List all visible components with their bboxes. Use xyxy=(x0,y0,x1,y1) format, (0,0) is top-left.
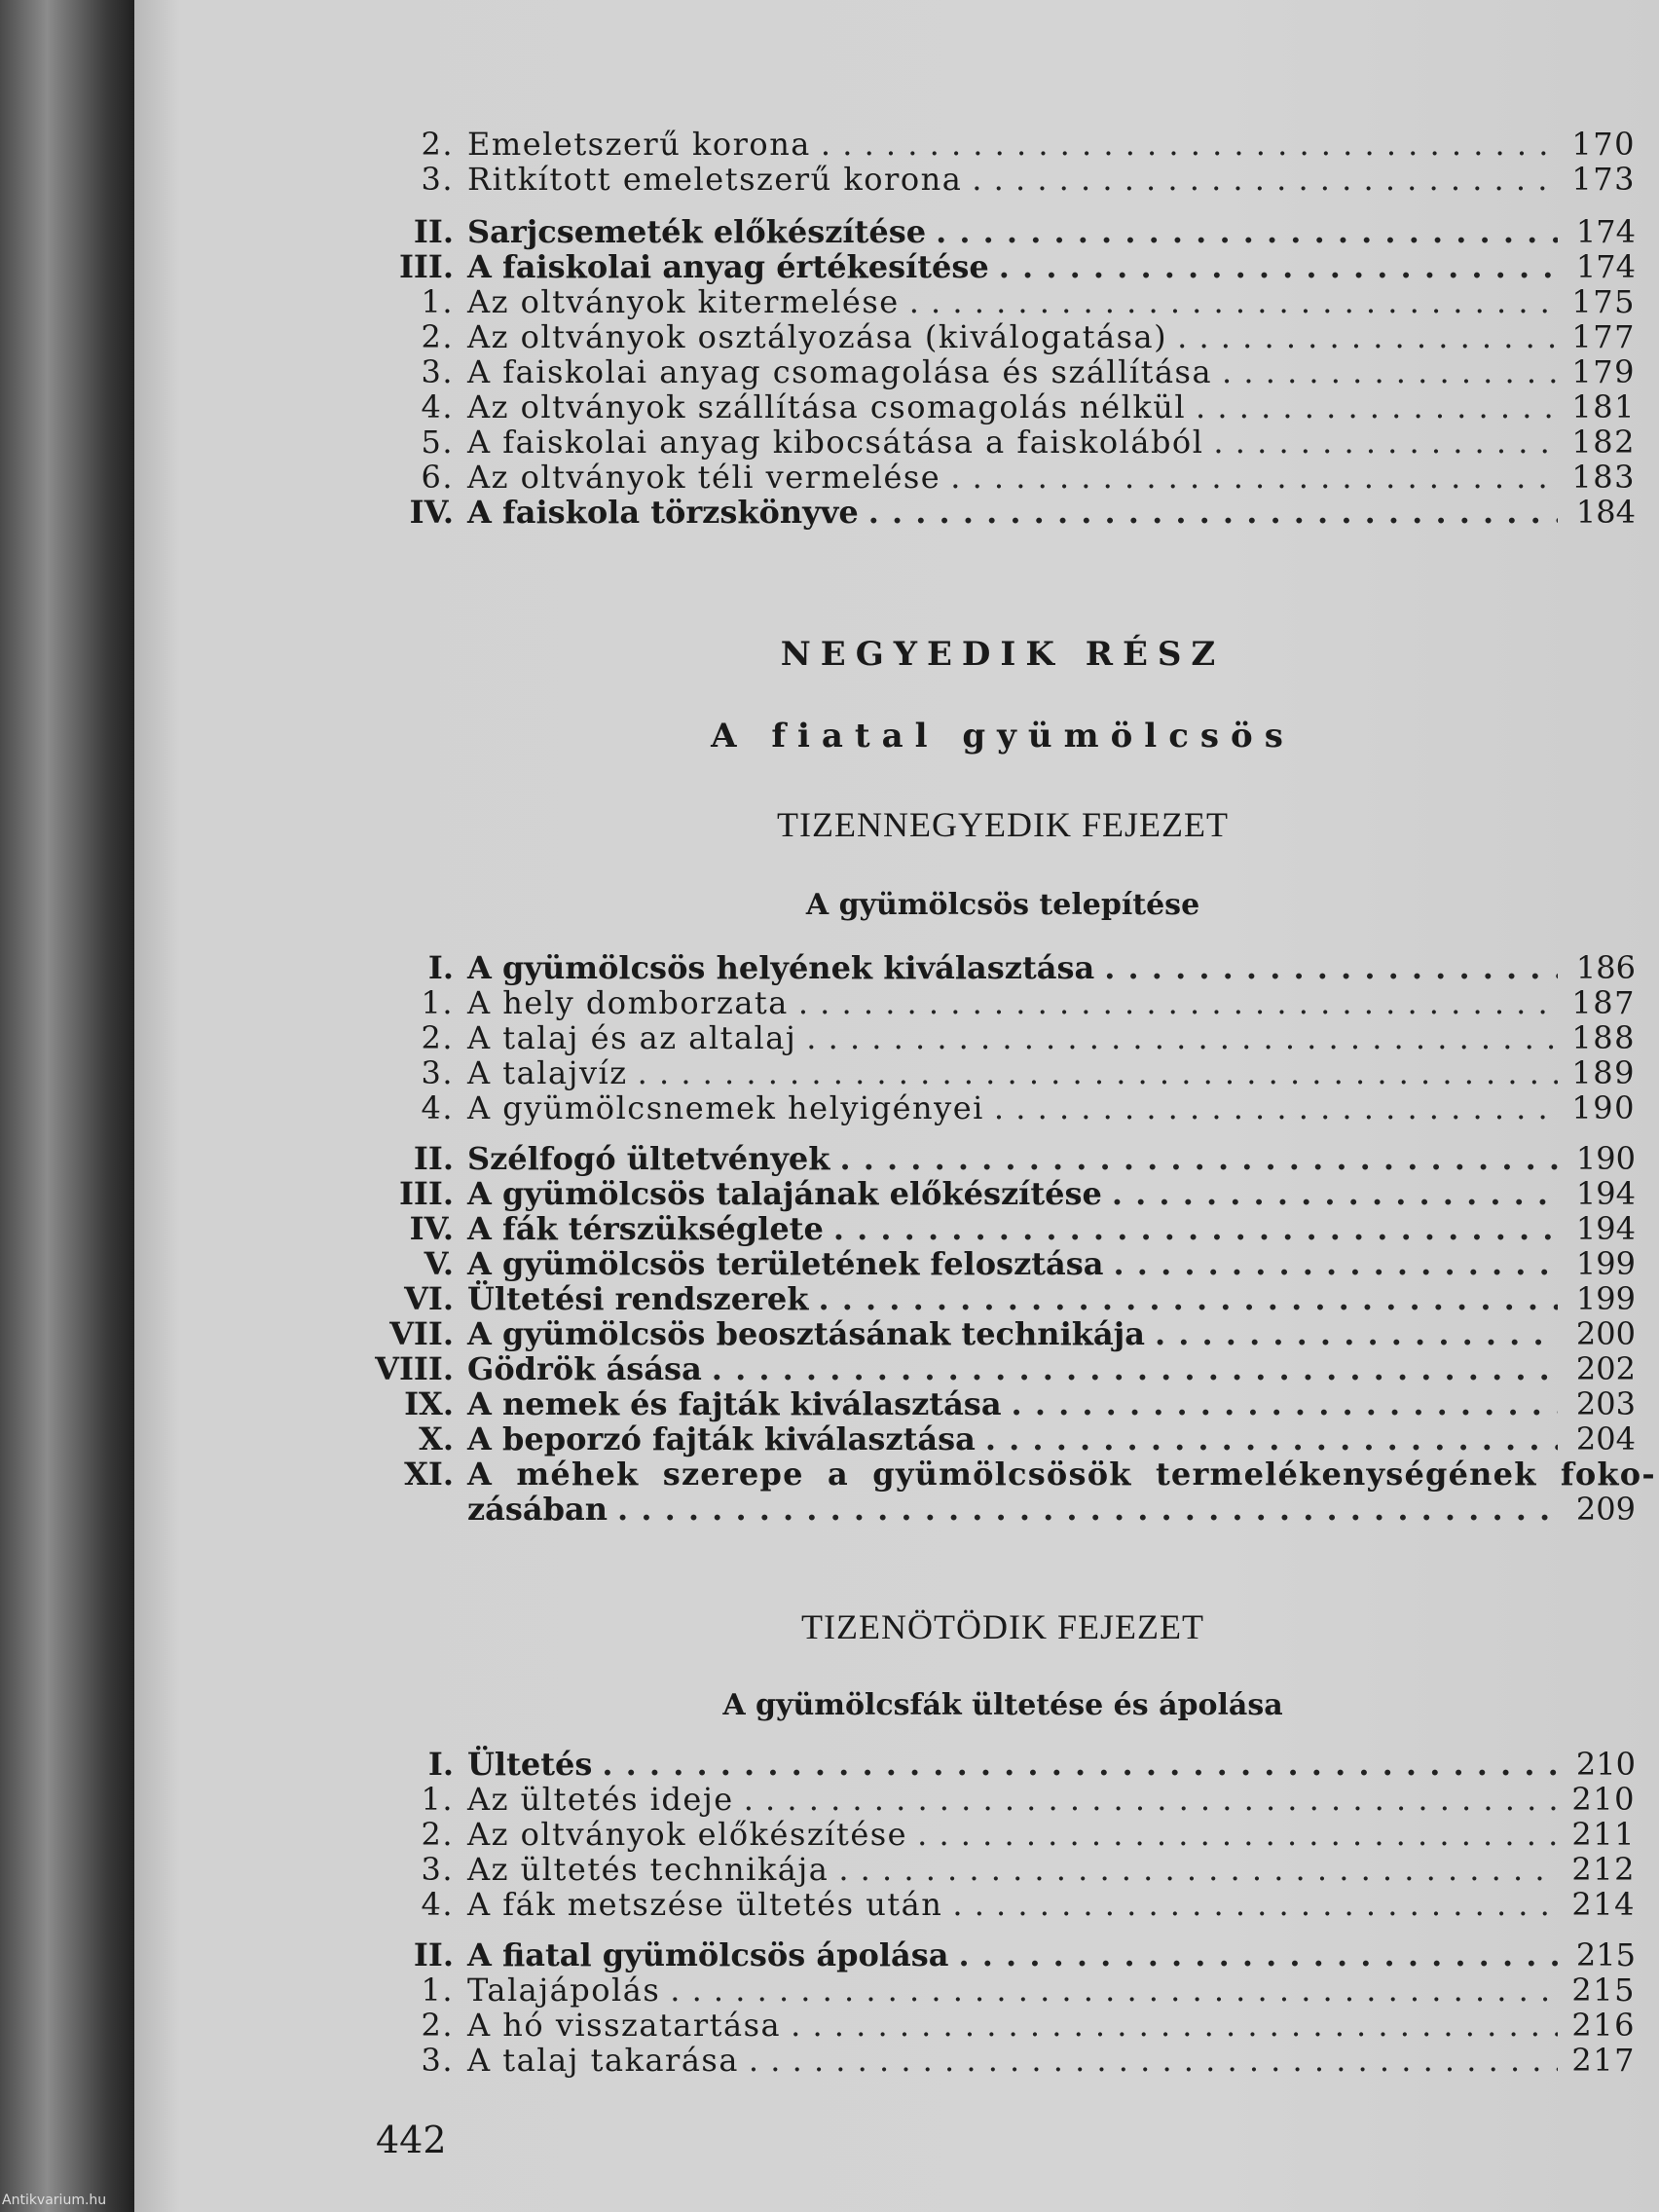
entry-page: 200 xyxy=(1575,1315,1636,1352)
entry-title: Az oltványok előkészítése xyxy=(467,1816,908,1853)
dot-leader xyxy=(972,162,1558,197)
entry-page: 209 xyxy=(1575,1491,1636,1528)
entry-title: A nemek és fajták kiválasztása xyxy=(467,1385,1002,1422)
dot-leader xyxy=(712,1351,1558,1386)
toc-entry xyxy=(370,1747,1636,1782)
entry-number: VII. xyxy=(389,1315,454,1352)
entry-number: 3. xyxy=(421,353,454,390)
entry-page: 202 xyxy=(1575,1350,1636,1387)
dot-leader xyxy=(999,249,1558,284)
entry-number: 2. xyxy=(421,1816,454,1853)
toc-entry xyxy=(370,950,1636,985)
dot-leader xyxy=(985,1421,1558,1456)
entry-title: A gyümölcsnemek helyigényei xyxy=(467,1089,984,1126)
toc-entry xyxy=(370,1421,1636,1456)
toc-entry xyxy=(370,1246,1636,1281)
entry-number: 4. xyxy=(421,1886,454,1923)
toc-entry xyxy=(370,354,1636,389)
entry-number: IV. xyxy=(409,494,454,531)
dot-leader xyxy=(839,1141,1558,1176)
entry-number: 1. xyxy=(421,1972,454,2009)
entry-number: VIII. xyxy=(375,1350,454,1387)
entry-title: A méhek szerepe a gyümölcsösök termelékenységének foko- xyxy=(467,1456,1656,1493)
entry-title: Az oltványok osztályozása (kiválogatása) xyxy=(467,318,1168,355)
toc-entry xyxy=(370,1887,1636,1922)
entry-page: 199 xyxy=(1575,1245,1636,1282)
toc-entry xyxy=(370,460,1636,495)
toc-entry xyxy=(370,319,1636,354)
entry-number: 4. xyxy=(421,388,454,425)
entry-page: 204 xyxy=(1575,1420,1636,1457)
dot-leader xyxy=(617,1492,1558,1527)
toc-entry xyxy=(370,1972,1636,2008)
entry-title: A talaj takarása xyxy=(467,2042,739,2079)
entry-title: Az ültetés ideje xyxy=(467,1781,734,1818)
entry-title: Ültetési rendszerek xyxy=(467,1280,809,1317)
dot-leader xyxy=(994,1090,1558,1125)
entry-title: Az oltványok kitermelése xyxy=(467,283,900,320)
dot-leader xyxy=(749,2043,1558,2078)
dot-leader xyxy=(950,460,1558,495)
book-spine-shadow xyxy=(0,0,134,2212)
entry-page: 194 xyxy=(1575,1210,1636,1247)
entry-page: 182 xyxy=(1571,424,1636,461)
entry-title: A faiskolai anyag értékesítése xyxy=(467,248,989,285)
dot-leader xyxy=(1104,950,1558,985)
entry-page: 183 xyxy=(1571,459,1636,496)
entry-page: 174 xyxy=(1575,248,1636,285)
entry-number: V. xyxy=(424,1245,454,1282)
entry-title: A fiatal gyümölcsös ápolása xyxy=(467,1936,949,1973)
entry-number: I. xyxy=(427,949,454,986)
entry-title: Emeletszerű korona xyxy=(467,126,811,163)
dot-leader xyxy=(1213,424,1558,460)
entry-number: 4. xyxy=(421,1089,454,1126)
entry-page: 190 xyxy=(1575,1140,1636,1177)
dot-leader xyxy=(806,1020,1558,1055)
dot-leader xyxy=(602,1747,1558,1782)
dot-leader xyxy=(1114,1246,1559,1281)
toc-entry xyxy=(370,1386,1636,1421)
dot-leader xyxy=(909,284,1558,319)
dot-leader xyxy=(1112,1176,1558,1211)
toc-entry xyxy=(370,1055,1636,1090)
dot-leader xyxy=(818,1281,1558,1316)
dot-leader xyxy=(1196,389,1558,424)
dot-leader xyxy=(1012,1386,1558,1421)
entry-number: 1. xyxy=(421,1781,454,1818)
part-title: NEGYEDIK RÉSZ xyxy=(780,635,1226,674)
entry-page: 175 xyxy=(1571,283,1636,320)
entry-page: 181 xyxy=(1571,388,1636,425)
entry-number: IX. xyxy=(404,1385,454,1422)
entry-title: A gyümölcsös területének felosztása xyxy=(467,1245,1104,1282)
entry-title: A hely domborzata xyxy=(467,984,789,1021)
dot-leader xyxy=(958,1937,1558,1972)
entry-title: Az oltványok szállítása csomagolás nélkül xyxy=(467,388,1187,425)
toc-entry xyxy=(370,424,1636,460)
entry-page: 174 xyxy=(1575,213,1636,250)
entry-number: 3. xyxy=(421,2042,454,2079)
dot-leader xyxy=(868,495,1558,530)
toc-entry xyxy=(370,284,1636,319)
dot-leader xyxy=(638,1055,1558,1090)
entry-title: A talajvíz xyxy=(467,1054,628,1091)
toc-entry xyxy=(370,214,1636,249)
toc-entry xyxy=(370,1281,1636,1316)
entry-page: 173 xyxy=(1571,161,1636,198)
entry-title: A hó visszatartása xyxy=(467,2007,782,2044)
toc-entry xyxy=(370,1176,1636,1211)
toc-entry xyxy=(370,1817,1636,1852)
entry-page: 210 xyxy=(1575,1746,1636,1783)
toc-entry xyxy=(370,1456,1656,1493)
toc-entry xyxy=(370,389,1636,424)
entry-number: 2. xyxy=(421,126,454,163)
entry-title: A beporzó fajták kiválasztása xyxy=(467,1420,976,1457)
entry-title: A gyümölcsös helyének kiválasztása xyxy=(467,949,1095,986)
toc-entry xyxy=(370,2043,1636,2078)
entry-number: 1. xyxy=(421,283,454,320)
entry-number: II. xyxy=(413,213,454,250)
entry-title: A talaj és az altalaj xyxy=(467,1019,797,1056)
entry-number: II. xyxy=(413,1140,454,1177)
entry-title: Ültetés xyxy=(467,1746,593,1783)
entry-title: A faiskola törzskönyve xyxy=(467,494,859,531)
dot-leader xyxy=(838,1852,1558,1887)
entry-title: Az ültetés technikája xyxy=(467,1851,830,1888)
entry-page: 186 xyxy=(1575,949,1636,986)
entry-title: Talajápolás xyxy=(467,1972,661,2009)
page-number: 442 xyxy=(376,2119,447,2161)
entry-number: I. xyxy=(427,1746,454,1783)
toc-entry xyxy=(370,1351,1636,1386)
part-subtitle: A fiatal gyümölcsös xyxy=(711,717,1295,756)
toc-entry xyxy=(370,1020,1636,1055)
entry-number: X. xyxy=(419,1420,454,1457)
entry-title: A fák térszükséglete xyxy=(467,1210,824,1247)
toc-entry xyxy=(370,162,1636,197)
toc-entry xyxy=(370,495,1636,530)
entry-number: VI. xyxy=(404,1280,454,1317)
dot-leader xyxy=(798,985,1558,1020)
entry-number: 5. xyxy=(421,424,454,461)
chapter-15-subtitle: A gyümölcsfák ültetése és ápolása xyxy=(722,1688,1283,1722)
entry-title-continued: zásában xyxy=(467,1491,608,1528)
dot-leader xyxy=(821,127,1558,162)
dot-leader xyxy=(1222,354,1558,389)
entry-number: XI. xyxy=(404,1456,454,1493)
entry-page: 217 xyxy=(1571,2042,1636,2079)
entry-title: A gyümölcsös talajának előkészítése xyxy=(467,1175,1102,1212)
entry-page: 214 xyxy=(1571,1886,1636,1923)
toc-entry xyxy=(370,985,1636,1020)
entry-number: III. xyxy=(398,248,454,285)
dot-leader xyxy=(833,1211,1558,1246)
entry-page: 184 xyxy=(1575,494,1636,531)
entry-page: 212 xyxy=(1571,1851,1636,1888)
entry-number: 3. xyxy=(421,161,454,198)
entry-page: 188 xyxy=(1571,1019,1636,1056)
entry-page: 215 xyxy=(1571,1972,1636,2009)
toc-entry xyxy=(370,1090,1636,1125)
entry-page: 189 xyxy=(1571,1054,1636,1091)
entry-title: Szélfogó ültetvények xyxy=(467,1140,830,1177)
toc-entry xyxy=(370,1211,1636,1246)
toc-entry xyxy=(370,1852,1636,1887)
chapter-14-subtitle: A gyümölcsös telepítése xyxy=(805,888,1200,922)
entry-page: 194 xyxy=(1575,1175,1636,1212)
toc-entry xyxy=(370,1937,1636,1972)
entry-number: II. xyxy=(413,1936,454,1973)
chapter-14-title: TIZENNEGYEDIK FEJEZET xyxy=(777,805,1229,844)
entry-page: 215 xyxy=(1575,1936,1636,1973)
entry-page: 216 xyxy=(1571,2007,1636,2044)
entry-page: 210 xyxy=(1571,1781,1636,1818)
dot-leader xyxy=(744,1782,1558,1817)
entry-page: 187 xyxy=(1571,984,1636,1021)
entry-title: A faiskolai anyag csomagolása és szállítása xyxy=(467,353,1213,390)
entry-title: Ritkított emeletszerű korona xyxy=(467,161,963,198)
entry-number: 2. xyxy=(421,2007,454,2044)
entry-title: A fák metszése ültetés után xyxy=(467,1886,943,1923)
dot-leader xyxy=(1177,319,1558,354)
toc-entry xyxy=(370,1141,1636,1176)
entry-number: III. xyxy=(398,1175,454,1212)
entry-number: IV. xyxy=(409,1210,454,1247)
entry-page: 179 xyxy=(1571,353,1636,390)
dot-leader xyxy=(1155,1316,1558,1351)
dot-leader xyxy=(670,1972,1558,2008)
entry-number: 2. xyxy=(421,1019,454,1056)
chapter-15-title: TIZENÖTÖDIK FEJEZET xyxy=(801,1607,1204,1646)
entry-number: 2. xyxy=(421,318,454,355)
entry-page: 211 xyxy=(1571,1816,1636,1853)
entry-page: 170 xyxy=(1571,126,1636,163)
entry-title: Az oltványok téli vermelése xyxy=(467,459,941,496)
entry-title: A gyümölcsös beosztásának technikája xyxy=(467,1315,1145,1352)
entry-title: Sarjcsemeték előkészítése xyxy=(467,213,927,250)
entry-page: 199 xyxy=(1575,1280,1636,1317)
toc-entry xyxy=(370,2008,1636,2043)
toc-entry xyxy=(370,1782,1636,1817)
entry-page: 190 xyxy=(1571,1089,1636,1126)
entry-number: 3. xyxy=(421,1054,454,1091)
dot-leader xyxy=(791,2008,1558,2043)
toc-entry xyxy=(370,127,1636,162)
entry-number: 3. xyxy=(421,1851,454,1888)
dot-leader xyxy=(917,1817,1558,1852)
toc-entry xyxy=(370,249,1636,284)
entry-page: 177 xyxy=(1571,318,1636,355)
entry-title: A faiskolai anyag kibocsátása a faiskolából xyxy=(467,424,1204,461)
entry-number: 1. xyxy=(421,984,454,1021)
watermark: Antikvarium.hu xyxy=(2,2193,107,2208)
dot-leader xyxy=(952,1887,1558,1922)
dot-leader xyxy=(936,214,1558,249)
entry-page: 203 xyxy=(1575,1385,1636,1422)
toc-entry xyxy=(370,1316,1636,1351)
toc-entry-continuation xyxy=(370,1492,1636,1527)
entry-title: Gödrök ásása xyxy=(467,1350,702,1387)
entry-number: 6. xyxy=(421,459,454,496)
